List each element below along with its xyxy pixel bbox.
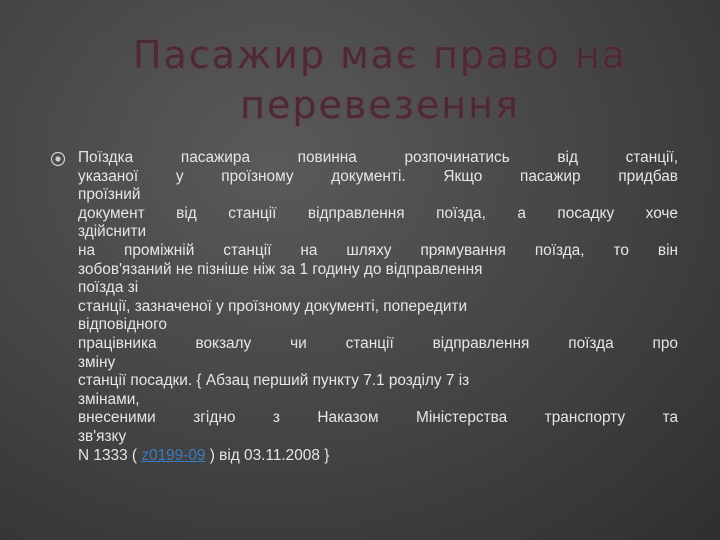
last-line-prefix: N 1333 (: [78, 446, 142, 464]
body-last-line: [78, 447, 678, 466]
body-line: зміну: [78, 353, 116, 371]
title-line-1: Пасажир має право на: [132, 33, 628, 77]
body-line: змінами,: [78, 390, 140, 408]
body-line: станції посадки. { Абзац перший пункту 7.1 розділу 7 із: [78, 372, 470, 390]
body-line: на проміжній станції на шляху прямування поїзда, то він: [78, 241, 678, 259]
title-line-2: перевезення: [240, 83, 520, 127]
body-line: зобов'язаний не пізніше ніж за 1 годину до відправлення: [78, 260, 483, 278]
body-line: документ від станції відправлення поїзда, а посадку хоче: [78, 204, 678, 222]
body-line: проїзний: [78, 186, 141, 204]
body-line: внесеними згідно з Наказом Міністерства транспорту та: [78, 409, 678, 427]
body-line: Поїздка пасажира повинна розпочинатись від станції,: [78, 149, 678, 166]
body-line: указаної у проїзному документі. Якщо пасажир придбав: [78, 167, 678, 185]
body-line: відповідного: [78, 316, 167, 334]
document-link[interactable]: z0199-09: [141, 446, 206, 464]
body-line: здійснити: [78, 223, 147, 241]
body-line: зв'язку: [78, 427, 127, 445]
last-line-suffix: ) від 03.11.2008 }: [205, 446, 330, 464]
body-line: поїзда зі: [78, 279, 139, 297]
body-paragraph: [78, 149, 678, 465]
body-line: працівника вокзалу чи станції відправлення поїзда про: [78, 334, 678, 352]
diamond-bullet-icon: [50, 151, 68, 169]
slide-title: [60, 30, 700, 130]
body-line: станції, зазначеної у проїзному документі, попередити: [78, 297, 468, 315]
